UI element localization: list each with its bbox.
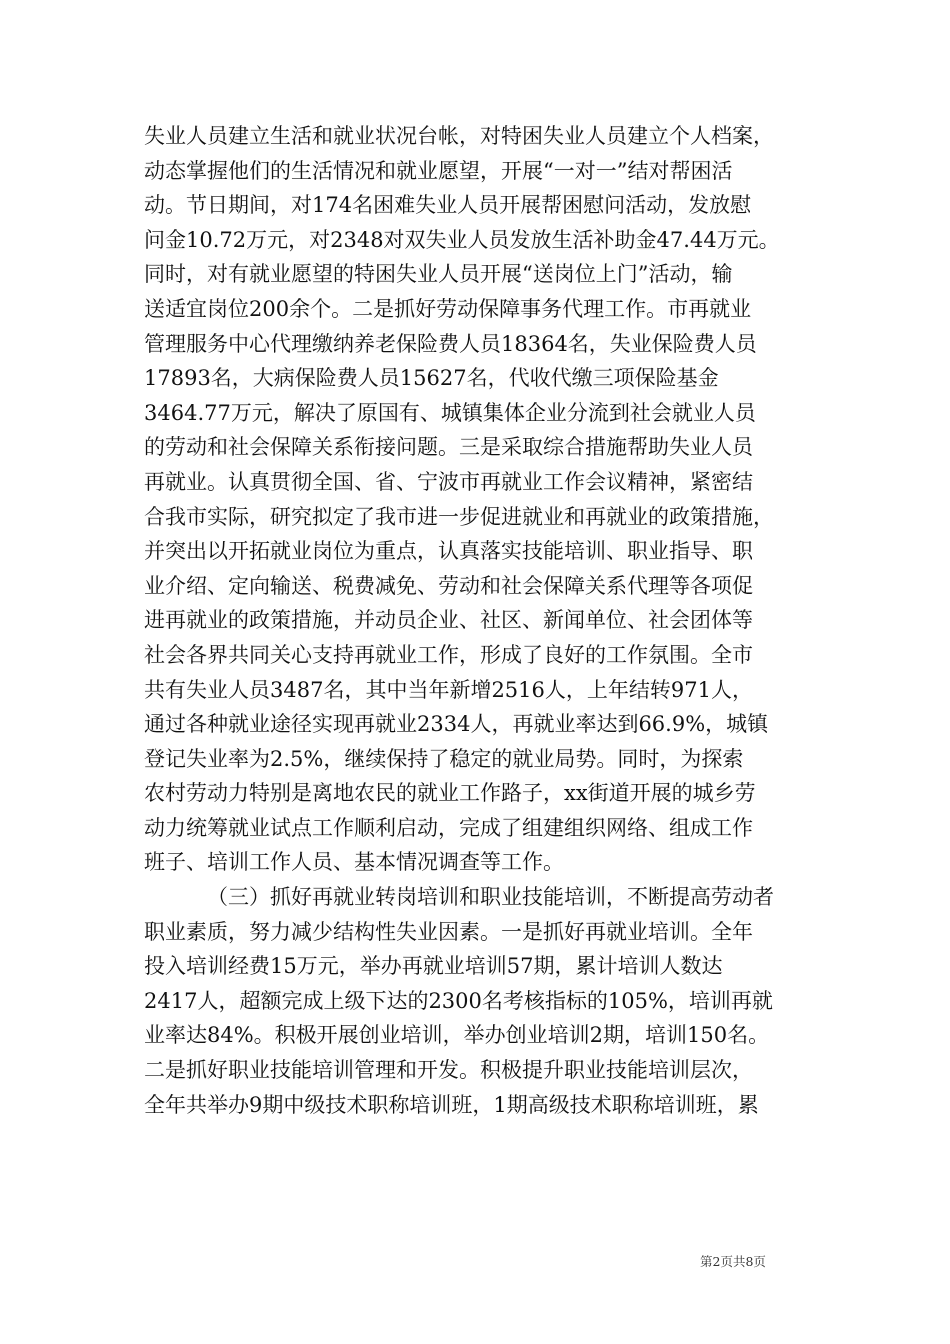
text-line: 并突出以开拓就业岗位为重点，认真落实技能培训、职业指导、职	[144, 539, 753, 564]
text-line: 全年共举办9期中级技术职称培训班，1期高级技术职称培训班，累	[144, 1092, 759, 1117]
text-line: 二是抓好职业技能培训管理和开发。积极提升职业技能培训层次，	[144, 1058, 753, 1083]
text-line: 共有失业人员3487名，其中当年新增2516人，上年结转971人，	[144, 677, 753, 702]
text-line: 问金10.72万元，对2348对双失业人员发放生活补助金47.44万元。	[144, 227, 780, 252]
text-line: 失业人员建立生活和就业状况台帐，对特困失业人员建立个人档案，	[144, 124, 774, 148]
text-line: 投入培训经费15万元，举办再就业培训57期，累计培训人数达	[144, 954, 723, 979]
text-line: 送适宜岗位200余个。二是抓好劳动保障事务代理工作。市再就业	[144, 296, 752, 321]
text-line: 农村劳动力特别是离地农民的就业工作路子，xx街道开展的城乡劳	[144, 781, 756, 806]
text-line: 职业素质，努力减少结构性失业因素。一是抓好再就业培训。全年	[144, 919, 753, 944]
text-line: （三）抓好再就业转岗培训和职业技能培训，不断提高劳动者	[207, 885, 774, 910]
text-line: 动态掌握他们的生活情况和就业愿望，开展“一对一”结对帮困活	[144, 158, 733, 183]
text-line: 的劳动和社会保障关系衔接问题。三是采取综合措施帮助失业人员	[144, 435, 753, 460]
text-line: 3464.77万元，解决了原国有、城镇集体企业分流到社会就业人员	[144, 400, 756, 425]
text-line: 登记失业率为2.5%，继续保持了稳定的就业局势。同时，为探索	[144, 746, 744, 771]
text-line: 同时，对有就业愿望的特困失业人员开展“送岗位上门”活动，输	[144, 262, 733, 287]
text-line: 进再就业的政策措施，并动员企业、社区、新闻单位、社会团体等	[144, 608, 753, 633]
page-number: 第2页共8页	[700, 1254, 766, 1269]
text-line: 动力统筹就业试点工作顺利启动，完成了组建组织网络、组成工作	[144, 815, 753, 840]
text-line: 17893名，大病保险费人员15627名，代收代缴三项保险基金	[144, 366, 719, 391]
text-line: 班子、培训工作人员、基本情况调查等工作。	[144, 850, 564, 875]
text-line: 业介绍、定向输送、税费减免、劳动和社会保障关系代理等各项促	[144, 573, 753, 598]
text-line: 再就业。认真贯彻全国、省、宁波市再就业工作会议精神，紧密结	[144, 469, 753, 494]
paragraph	[144, 880, 812, 1122]
text-line: 动。节日期间，对174名困难失业人员开展帮困慰问活动，发放慰	[144, 193, 752, 218]
text-line: 管理服务中心代理缴纳养老保险费人员18364名，失业保险费人员	[144, 331, 757, 356]
text-line: 通过各种就业途径实现再就业2334人，再就业率达到66.9%，城镇	[144, 712, 769, 737]
text-line: 合我市实际，研究拟定了我市进一步促进就业和再就业的政策措施，	[144, 504, 774, 529]
text-line: 业率达84%。积极开展创业培训，举办创业培训2期，培训150名。	[144, 1023, 770, 1048]
text-line: 社会各界共同关心支持再就业工作，形成了良好的工作氛围。全市	[144, 642, 753, 667]
text-line: 2417人，超额完成上级下达的2300名考核指标的105%，培训再就	[144, 988, 773, 1013]
paragraph	[144, 119, 812, 880]
document-body	[144, 119, 812, 1122]
